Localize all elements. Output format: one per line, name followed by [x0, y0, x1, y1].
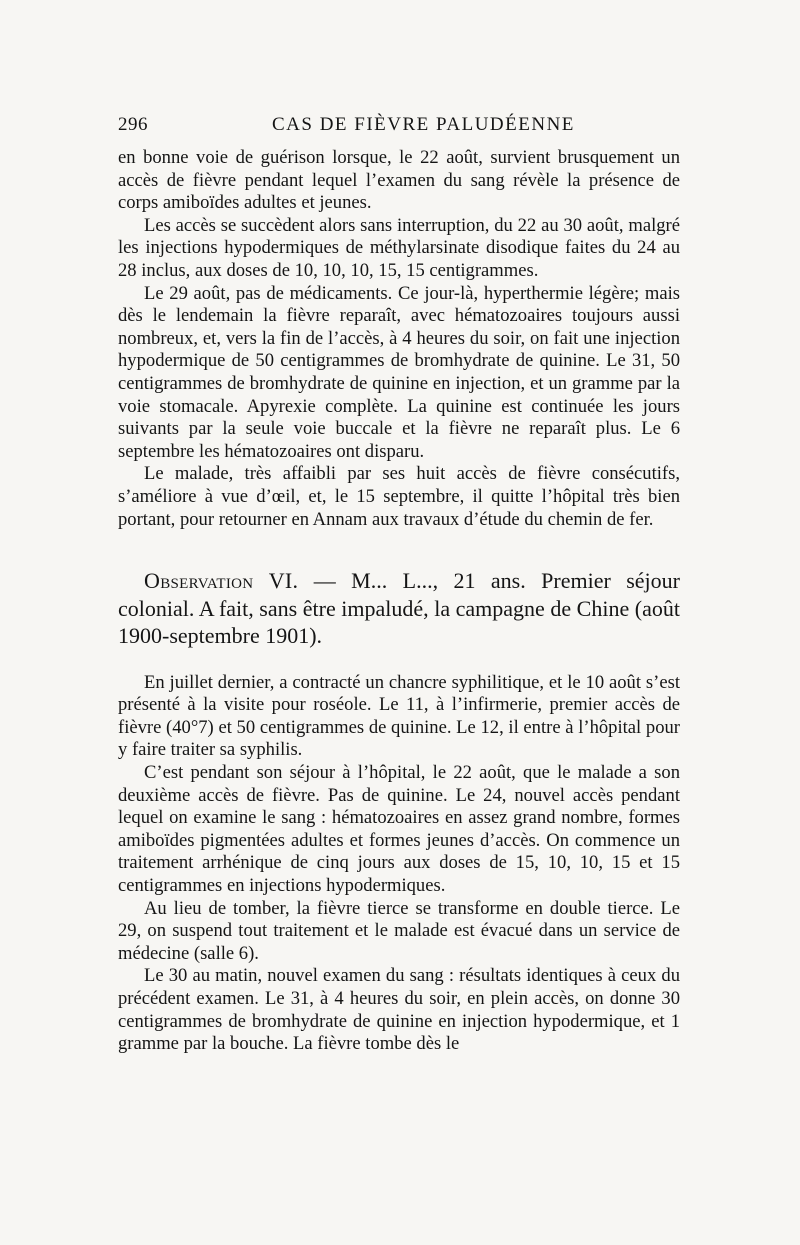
page-header: [118, 112, 680, 142]
book-page: [118, 112, 680, 1056]
page-number: 296: [118, 114, 148, 135]
observation-label: Observation VI.: [144, 568, 299, 594]
paragraph: Les accès se succèdent alors sans interruption, du 22 au 30 août, malgré les injections hypodermiques de méthylarsinate disodique faites du 24 au 28 inclus, aux doses de 10, 10, 10, 15, 15 centigrammes.: [118, 214, 680, 281]
paragraph: Le malade, très affaibli par ses huit accès de fièvre consécutifs, s’améliore à vue d’œil, et, le 15 septembre, il quitte l’hôpital très bien portant, pour retourner en Annam aux travaux d’étude du chemin de fer.: [118, 463, 680, 530]
paragraph: Au lieu de tomber, la fièvre tierce se transforme en double tierce. Le 29, on suspend tout traitement et le malade est évacué dans un service de médecine (salle 6).: [118, 897, 680, 964]
paragraph: en bonne voie de guérison lorsque, le 22 août, survient brusquement un accès de fièvre pendant lequel l’examen du sang révèle la présence de corps amiboïdes adultes et jeunes.: [118, 147, 680, 214]
case-continuation: [118, 147, 680, 531]
running-title: CAS DE FIÈVRE PALUDÉENNE: [272, 114, 575, 135]
observation-heading: [118, 567, 680, 650]
observation-body: [118, 672, 680, 1056]
paragraph: Le 30 au matin, nouvel examen du sang : résultats identiques à ceux du précédent examen. Le 31, à 4 heures du soir, en plein accès, on donne 30 centigrammes de bromhydrate de quinine en injection hypodermique, et 1 gramme par la bouche. La fièvre tombe dès le: [118, 965, 680, 1055]
paragraph: En juillet dernier, a contracté un chancre syphilitique, et le 10 août s’est présenté à la visite pour roséole. Le 11, à l’infirmerie, premier accès de fièvre (40°7) et 50 centigrammes de quinine. Le 12, il entre à l’hôpital pour y faire traiter sa syphilis.: [118, 671, 680, 761]
observation-summary: — M... L..., 21 ans. Premier séjour colonial. A fait, sans être impaludé, la campagne de Chine (août 1900-septembre 1901).: [118, 568, 680, 649]
paragraph: C’est pendant son séjour à l’hôpital, le 22 août, que le malade a son deuxième accès de fièvre. Pas de quinine. Le 24, nouvel accès pendant lequel on examine le sang : hématozoaires en assez grand nombre, formes amiboïdes pigmentées adultes et formes jeunes d’accès. On commence un traitement arrhénique de cinq jours aux doses de 15, 10, 10, 15 et 15 centigrammes en injections hypodermiques.: [118, 761, 680, 896]
paragraph: Le 29 août, pas de médicaments. Ce jour-là, hyperthermie légère; mais dès le lendemain la fièvre reparaît, avec hématozoaires toujours aussi nombreux, et, vers la fin de l’accès, à 4 heures du soir, on fait une injection hypodermique de 50 centigrammes de bromhydrate de quinine. Le 31, 50 centigrammes de bromhydrate de quinine en injection, et un gramme par la voie stomacale. Apyrexie complète. La quinine est continuée les jours suivants par la seule voie buccale et la fièvre ne reparaît plus. Le 6 septembre les hématozoaires ont disparu.: [118, 282, 680, 462]
